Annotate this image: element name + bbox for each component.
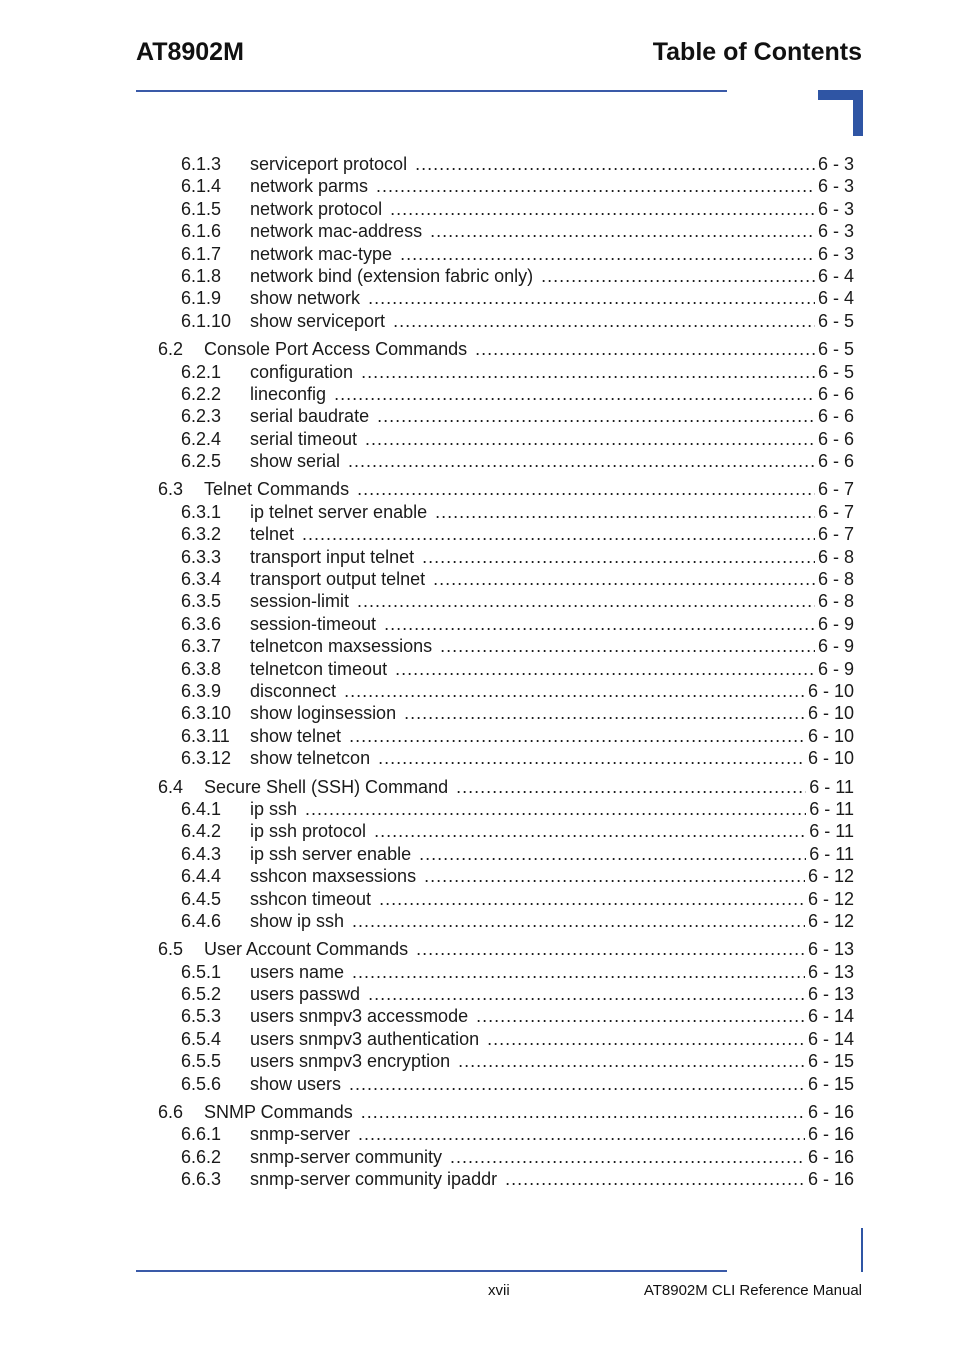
toc-entry-leader (250, 220, 854, 242)
toc-entry[interactable] (0, 658, 954, 680)
toc-entry-page: 6 - 3 (815, 198, 854, 220)
toc-dot-leader (487, 1028, 854, 1050)
toc-dot-leader (440, 635, 854, 657)
toc-entry-page: 6 - 10 (805, 747, 854, 769)
toc-entry-leader (250, 243, 854, 265)
toc-entry-page: 6 - 15 (805, 1050, 854, 1072)
toc-entry-page: 6 - 4 (815, 287, 854, 309)
toc-entry-leader (250, 798, 854, 820)
toc-entry-number: 6.6 (158, 1102, 184, 1123)
toc-dot-leader (422, 546, 854, 568)
toc-entry-page: 6 - 16 (805, 1146, 854, 1168)
toc-entry-leader (250, 361, 854, 383)
toc-entry[interactable] (0, 888, 954, 910)
toc-entry-page: 6 - 11 (806, 843, 854, 865)
toc-entry-leader (250, 523, 854, 545)
toc-dot-leader (415, 153, 854, 175)
toc-entry[interactable] (0, 680, 954, 702)
toc-entry-page: 6 - 3 (815, 243, 854, 265)
toc-section (0, 153, 954, 332)
toc-entry-title: ip ssh (250, 798, 305, 820)
toc-dot-leader (358, 1123, 854, 1145)
toc-entry-leader (204, 776, 854, 798)
toc-entry-page: 6 - 11 (806, 776, 854, 798)
toc-dot-leader (368, 287, 854, 309)
toc-entry-title: Console Port Access Commands (204, 338, 475, 360)
toc-entry-number: 6.5 (158, 939, 184, 960)
toc-section (0, 776, 954, 933)
toc-entry[interactable] (0, 287, 954, 309)
toc-entry[interactable] (0, 501, 954, 523)
toc-entry[interactable] (0, 1101, 954, 1123)
toc-entry-title: ip ssh server enable (250, 843, 419, 865)
toc-entry-leader (250, 865, 854, 887)
toc-dot-leader (349, 1073, 854, 1095)
toc-entry-title: telnetcon maxsessions (250, 635, 440, 657)
toc-dot-leader (458, 1050, 854, 1072)
toc-entry-page: 6 - 14 (805, 1005, 854, 1027)
toc-entry-number: 6.3.12 (181, 748, 232, 769)
toc-entry-number: 6.4.2 (181, 821, 222, 842)
toc-entry-number: 6.3.4 (181, 569, 222, 590)
toc-dot-leader (430, 220, 854, 242)
toc-entry-number: 6.6.2 (181, 1146, 222, 1167)
toc-entry-title: users passwd (250, 983, 368, 1005)
toc-entry-number: 6.6.1 (181, 1124, 222, 1145)
corner-bracket-top (818, 90, 863, 136)
toc-entry-page: 6 - 5 (815, 361, 854, 383)
toc-entry-page: 6 - 3 (815, 175, 854, 197)
toc-entry-leader (250, 888, 854, 910)
page-header-section: Table of Contents (652, 38, 862, 66)
toc-entry-title: serial timeout (250, 428, 365, 450)
toc-entry-title: network mac-type (250, 243, 400, 265)
toc-dot-leader (352, 961, 854, 983)
toc-dot-leader (390, 198, 854, 220)
toc-entry-page: 6 - 6 (815, 450, 854, 472)
toc-entry-number: 6.1.4 (181, 176, 222, 197)
toc-entry[interactable] (0, 428, 954, 450)
toc-entry-title: transport input telnet (250, 546, 422, 568)
toc-entry-title: session-timeout (250, 613, 384, 635)
toc-entry-title: users snmpv3 authentication (250, 1028, 487, 1050)
toc-entry[interactable] (0, 338, 954, 360)
toc-entry-title: disconnect (250, 680, 344, 702)
toc-entry-leader (250, 153, 854, 175)
toc-entry-number: 6.3.2 (181, 524, 222, 545)
page-header-product: AT8902M (136, 38, 244, 66)
toc-entry-page: 6 - 8 (815, 546, 854, 568)
toc-entry[interactable] (0, 405, 954, 427)
toc-entry[interactable] (0, 383, 954, 405)
toc-entry[interactable] (0, 361, 954, 383)
toc-entry-title: serviceport protocol (250, 153, 415, 175)
toc-entry[interactable] (0, 776, 954, 798)
toc-entry-number: 6.3 (158, 479, 184, 500)
toc-entry-number: 6.3.5 (181, 591, 222, 612)
toc-entry-number: 6.1.8 (181, 265, 222, 286)
toc-entry-title: sshcon maxsessions (250, 865, 424, 887)
toc-entry[interactable] (0, 220, 954, 242)
toc-dot-leader (361, 1101, 854, 1123)
toc-entry[interactable] (0, 865, 954, 887)
toc-entry-page: 6 - 6 (815, 405, 854, 427)
toc-entry-leader (250, 175, 854, 197)
toc-entry-leader (204, 338, 854, 360)
toc-entry-title: network parms (250, 175, 376, 197)
toc-entry-title: show telnet (250, 725, 349, 747)
toc-entry[interactable] (0, 175, 954, 197)
toc-entry-page: 6 - 14 (805, 1028, 854, 1050)
toc-entry-title: show serial (250, 450, 348, 472)
toc-entry-title: lineconfig (250, 383, 334, 405)
toc-entry[interactable] (0, 546, 954, 568)
toc-entry-number: 6.1.9 (181, 288, 222, 309)
toc-entry[interactable] (0, 568, 954, 590)
toc-entry-title: show users (250, 1073, 349, 1095)
toc-entry-leader (250, 983, 854, 1005)
toc-entry-title: ip ssh protocol (250, 820, 374, 842)
toc-entry[interactable] (0, 265, 954, 287)
toc-entry-page: 6 - 13 (805, 961, 854, 983)
toc-dot-leader (404, 702, 854, 724)
toc-entry[interactable] (0, 725, 954, 747)
toc-entry-leader (250, 590, 854, 612)
toc-entry[interactable] (0, 523, 954, 545)
toc-entry-page: 6 - 12 (805, 910, 854, 932)
toc-dot-leader (384, 613, 854, 635)
toc-entry-title: SNMP Commands (204, 1101, 361, 1123)
toc-entry-number: 6.3.6 (181, 613, 222, 634)
toc-dot-leader (302, 523, 854, 545)
toc-entry-number: 6.1.3 (181, 154, 222, 174)
toc-entry[interactable] (0, 590, 954, 612)
toc-dot-leader (357, 478, 854, 500)
toc-dot-leader (400, 243, 854, 265)
toc-section (0, 478, 954, 769)
toc-entry-number: 6.3.7 (181, 636, 222, 657)
table-of-contents (0, 153, 954, 1197)
toc-dot-leader (476, 1005, 854, 1027)
toc-dot-leader (379, 888, 854, 910)
toc-entry-page: 6 - 5 (815, 310, 854, 332)
toc-entry-title: Secure Shell (SSH) Command (204, 776, 456, 798)
toc-entry-leader (250, 287, 854, 309)
toc-entry[interactable] (0, 198, 954, 220)
toc-entry-leader (204, 478, 854, 500)
toc-entry-number: 6.4.5 (181, 888, 222, 909)
toc-entry-number: 6.3.11 (181, 725, 230, 746)
toc-entry-title: snmp-server community ipaddr (250, 1168, 505, 1190)
toc-entry-title: serial baudrate (250, 405, 377, 427)
toc-entry-title: User Account Commands (204, 938, 416, 960)
toc-entry-title: users snmpv3 encryption (250, 1050, 458, 1072)
toc-entry-number: 6.1.5 (181, 198, 222, 219)
toc-entry-title: telnetcon timeout (250, 658, 395, 680)
toc-entry-page: 6 - 7 (815, 523, 854, 545)
toc-dot-leader (395, 658, 854, 680)
toc-entry[interactable] (0, 635, 954, 657)
toc-entry-leader (250, 702, 854, 724)
toc-entry-page: 6 - 9 (815, 635, 854, 657)
toc-entry-page: 6 - 7 (815, 501, 854, 523)
toc-entry-number: 6.3.10 (181, 703, 232, 724)
toc-dot-leader (376, 175, 854, 197)
toc-entry-page: 6 - 4 (815, 265, 854, 287)
toc-dot-leader (352, 910, 854, 932)
toc-entry[interactable] (0, 478, 954, 500)
toc-entry-number: 6.4 (158, 776, 184, 797)
toc-entry-page: 6 - 7 (815, 478, 854, 500)
toc-entry[interactable] (0, 747, 954, 769)
toc-entry-page: 6 - 11 (806, 820, 854, 842)
toc-entry-leader (250, 310, 854, 332)
toc-entry[interactable] (0, 1123, 954, 1145)
toc-dot-leader (393, 310, 854, 332)
toc-dot-leader (378, 747, 854, 769)
toc-entry-leader (250, 450, 854, 472)
toc-entry-page: 6 - 15 (805, 1073, 854, 1095)
toc-dot-leader (361, 361, 854, 383)
toc-entry-page: 6 - 5 (815, 338, 854, 360)
toc-entry-number: 6.2.1 (181, 361, 222, 382)
toc-entry-leader (250, 265, 854, 287)
toc-entry-page: 6 - 6 (815, 383, 854, 405)
toc-entry[interactable] (0, 983, 954, 1005)
toc-entry-page: 6 - 10 (805, 725, 854, 747)
toc-entry-page: 6 - 13 (805, 938, 854, 960)
toc-entry-page: 6 - 8 (815, 590, 854, 612)
toc-entry-leader (250, 843, 854, 865)
toc-entry-page: 6 - 3 (815, 153, 854, 175)
toc-entry-page: 6 - 16 (805, 1101, 854, 1123)
toc-dot-leader (424, 865, 854, 887)
toc-entry-title: sshcon timeout (250, 888, 379, 910)
toc-entry-title: transport output telnet (250, 568, 433, 590)
corner-bracket-bottom (861, 1228, 863, 1272)
toc-entry-leader (204, 1101, 854, 1123)
toc-entry-number: 6.1.10 (181, 310, 232, 331)
toc-entry-leader (250, 658, 854, 680)
toc-dot-leader (377, 405, 854, 427)
toc-entry-page: 6 - 13 (805, 983, 854, 1005)
toc-entry-leader (250, 501, 854, 523)
toc-entry-leader (250, 910, 854, 932)
header-rule (136, 90, 727, 92)
footer-manual-title: AT8902M CLI Reference Manual (643, 1282, 862, 1299)
toc-entry-number: 6.3.8 (181, 658, 222, 679)
toc-entry-number: 6.5.6 (181, 1073, 222, 1094)
toc-entry-leader (250, 1005, 854, 1027)
toc-entry-leader (250, 568, 854, 590)
toc-dot-leader (505, 1168, 854, 1190)
toc-entry-leader (250, 820, 854, 842)
toc-entry[interactable] (0, 798, 954, 820)
toc-entry[interactable] (0, 843, 954, 865)
toc-entry-leader (250, 383, 854, 405)
toc-dot-leader (433, 568, 854, 590)
toc-entry-leader (250, 1123, 854, 1145)
toc-entry-page: 6 - 9 (815, 658, 854, 680)
toc-section (0, 338, 954, 472)
toc-entry-page: 6 - 16 (805, 1123, 854, 1145)
toc-entry-page: 6 - 12 (805, 865, 854, 887)
toc-dot-leader (344, 680, 854, 702)
toc-entry-title: users snmpv3 accessmode (250, 1005, 476, 1027)
toc-entry[interactable] (0, 450, 954, 472)
toc-entry-title: show loginsession (250, 702, 404, 724)
toc-entry-title: show network (250, 287, 368, 309)
toc-section (0, 1101, 954, 1191)
toc-dot-leader (305, 798, 854, 820)
toc-entry-number: 6.5.5 (181, 1051, 222, 1072)
toc-dot-leader (456, 776, 854, 798)
toc-dot-leader (475, 338, 854, 360)
toc-entry-title: session-limit (250, 590, 357, 612)
toc-dot-leader (419, 843, 854, 865)
toc-entry-leader (250, 428, 854, 450)
toc-entry[interactable] (0, 613, 954, 635)
toc-entry-title: Telnet Commands (204, 478, 357, 500)
toc-entry-page: 6 - 10 (805, 680, 854, 702)
toc-entry[interactable] (0, 1050, 954, 1072)
toc-dot-leader (450, 1146, 854, 1168)
toc-entry-page: 6 - 16 (805, 1168, 854, 1190)
toc-dot-leader (334, 383, 854, 405)
toc-entry-leader (250, 725, 854, 747)
toc-entry[interactable] (0, 961, 954, 983)
toc-entry-number: 6.2.4 (181, 428, 222, 449)
toc-entry-title: configuration (250, 361, 361, 383)
toc-entry-number: 6.4.6 (181, 910, 222, 931)
toc-entry-title: network mac-address (250, 220, 430, 242)
toc-entry-leader (250, 405, 854, 427)
toc-entry-leader (250, 613, 854, 635)
toc-entry-title: show serviceport (250, 310, 393, 332)
toc-entry[interactable] (0, 1005, 954, 1027)
toc-entry[interactable] (0, 243, 954, 265)
footer-page-number: xvii (488, 1282, 510, 1299)
toc-entry-title: ip telnet server enable (250, 501, 435, 523)
toc-entry[interactable] (0, 910, 954, 932)
toc-entry-leader (250, 961, 854, 983)
toc-entry-number: 6.1.6 (181, 221, 222, 242)
toc-entry-page: 6 - 8 (815, 568, 854, 590)
toc-entry-leader (204, 938, 854, 960)
toc-entry-page: 6 - 12 (805, 888, 854, 910)
toc-dot-leader (348, 450, 854, 472)
toc-entry-leader (250, 1050, 854, 1072)
toc-entry-title: network bind (extension fabric only) (250, 265, 541, 287)
toc-entry[interactable] (0, 702, 954, 724)
toc-entry-page: 6 - 6 (815, 428, 854, 450)
toc-entry-title: telnet (250, 523, 302, 545)
toc-entry-number: 6.4.4 (181, 866, 222, 887)
toc-entry-number: 6.3.3 (181, 546, 222, 567)
toc-entry-leader (250, 1146, 854, 1168)
toc-entry-title: users name (250, 961, 352, 983)
toc-entry[interactable] (0, 1073, 954, 1095)
toc-entry-leader (250, 198, 854, 220)
toc-entry-leader (250, 747, 854, 769)
toc-entry-title: show telnetcon (250, 747, 378, 769)
toc-dot-leader (435, 501, 854, 523)
toc-entry-leader (250, 1168, 854, 1190)
toc-dot-leader (541, 265, 854, 287)
toc-dot-leader (349, 725, 854, 747)
toc-entry-number: 6.3.9 (181, 680, 222, 701)
toc-dot-leader (368, 983, 854, 1005)
toc-entry-number: 6.5.3 (181, 1006, 222, 1027)
toc-entry-leader (250, 1073, 854, 1095)
toc-entry-number: 6.2.3 (181, 406, 222, 427)
toc-entry[interactable] (0, 1028, 954, 1050)
toc-entry-number: 6.3.1 (181, 501, 222, 522)
toc-entry[interactable] (0, 153, 954, 175)
toc-dot-leader (416, 938, 854, 960)
toc-entry-number: 6.5.2 (181, 984, 222, 1005)
toc-entry-page: 6 - 9 (815, 613, 854, 635)
toc-entry-number: 6.2 (158, 339, 184, 360)
footer-rule (136, 1270, 727, 1272)
toc-entry[interactable] (0, 938, 954, 960)
toc-entry-title: network protocol (250, 198, 390, 220)
toc-entry-title: snmp-server community (250, 1146, 450, 1168)
toc-dot-leader (374, 820, 854, 842)
toc-entry[interactable] (0, 820, 954, 842)
toc-entry-leader (250, 635, 854, 657)
toc-entry-page: 6 - 11 (806, 798, 854, 820)
toc-entry-number: 6.2.2 (181, 383, 222, 404)
toc-entry-page: 6 - 10 (805, 702, 854, 724)
toc-entry-number: 6.5.4 (181, 1028, 222, 1049)
toc-entry-title: snmp-server (250, 1123, 358, 1145)
toc-dot-leader (365, 428, 854, 450)
toc-entry-number: 6.4.1 (181, 798, 222, 819)
toc-section (0, 938, 954, 1095)
toc-entry[interactable] (0, 310, 954, 332)
toc-entry[interactable] (0, 1146, 954, 1168)
toc-entry-number: 6.2.5 (181, 451, 222, 472)
toc-entry-leader (250, 1028, 854, 1050)
toc-entry-title: show ip ssh (250, 910, 352, 932)
toc-entry-leader (250, 680, 854, 702)
toc-entry-number: 6.5.1 (181, 961, 222, 982)
toc-entry[interactable] (0, 1168, 954, 1190)
toc-entry-page: 6 - 3 (815, 220, 854, 242)
toc-entry-number: 6.4.3 (181, 843, 222, 864)
toc-entry-number: 6.1.7 (181, 243, 222, 264)
toc-entry-number: 6.6.3 (181, 1169, 222, 1190)
toc-entry-leader (250, 546, 854, 568)
toc-dot-leader (357, 590, 854, 612)
